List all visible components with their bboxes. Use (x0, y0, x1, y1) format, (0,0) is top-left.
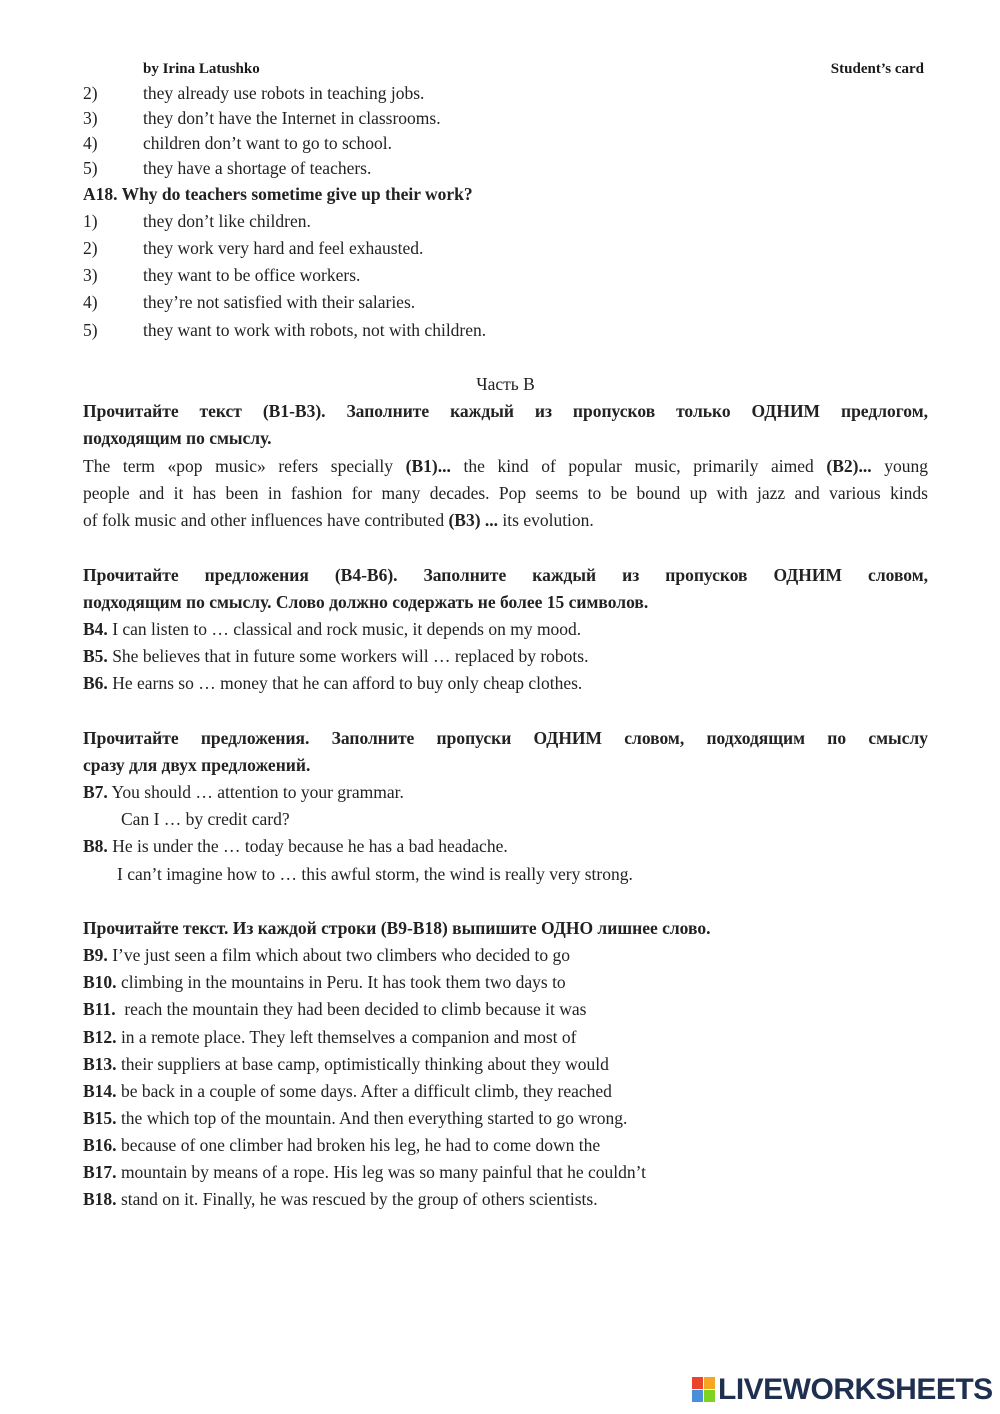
card-label: Student’s card (830, 61, 924, 77)
author-credit: by Irina Latushko (143, 61, 260, 77)
a18-option: 1) they don’t like children. (83, 211, 311, 231)
gap-b3: (B3) ... (448, 510, 499, 530)
task1-text-line: people and it has been in fashion for many decades. Pop seems to be bound up with jazz and various kinds (83, 483, 928, 503)
task3-instruction-cont: сразу для двух предложений. (83, 755, 311, 775)
liveworksheets-logo[interactable] (692, 1374, 993, 1406)
a18-option: 4) they’re not satisfied with their salaries. (83, 292, 416, 312)
gap-b2: (B2)... (826, 456, 872, 476)
gap-b1: (B1)... (405, 456, 451, 476)
task2-item: B4. I can listen to … classical and rock music, it depends on my mood. (83, 619, 582, 639)
task1-instruction: Прочитайте текст (В1-В3). Заполните каждый из пропусков только ОДНИМ предлогом, (83, 401, 928, 421)
a17-option: 5) they have a shortage of teachers. (83, 158, 372, 178)
task4-line: B10. climbing in the mountains in Peru. It has took them two days to (83, 972, 566, 992)
task3-item-b7-second: Can I … by credit card? (121, 809, 290, 829)
task1-text-line: The term «pop music» refers specially (B1)... the kind of popular music, primarily aimed (B2)... young (83, 456, 929, 476)
task2-item: B5. She believes that in future some workers will … replaced by robots. (83, 646, 589, 666)
task2-instruction-cont: подходящим по смыслу. Слово должно содержать не более 15 символов. (83, 592, 649, 612)
liveworksheets-logo-text: LIVEWORKSHEETS (718, 1373, 993, 1406)
task3-instruction: Прочитайте предложения. Заполните пропуски ОДНИМ словом, подходящим по смыслу (83, 728, 928, 748)
a17-option: 3) they don’t have the Internet in classrooms. (83, 108, 441, 128)
task1-text-line: of folk music and other influences have contributed (B3) ... its evolution. (83, 510, 594, 530)
a18-question: A18. Why do teachers sometime give up their work? (83, 184, 473, 204)
task4-line: B18. stand on it. Finally, he was rescued by the group of others scientists. (83, 1189, 598, 1209)
task4-line: B9. I’ve just seen a film which about two climbers who decided to go (83, 945, 570, 965)
task4-line: B14. be back in a couple of some days. After a difficult climb, they reached (83, 1081, 612, 1101)
task4-line: B16. because of one climber had broken his leg, he had to come down the (83, 1135, 601, 1155)
task4-line: B12. in a remote place. They left themselves a companion and most of (83, 1027, 577, 1047)
task3-item-b7: B7. You should … attention to your grammar. (83, 782, 404, 802)
a18-option: 5) they want to work with robots, not with children. (83, 320, 487, 340)
a18-option: 3) they want to be office workers. (83, 265, 361, 285)
liveworksheets-logo-icon (692, 1377, 716, 1403)
task3-item-b8-second: I can’t imagine how to … this awful storm, the wind is really very strong. (117, 864, 633, 884)
task4-line: B15. the which top of the mountain. And then everything started to go wrong. (83, 1108, 628, 1128)
task3-item-b8: B8. He is under the … today because he has a bad headache. (83, 836, 508, 856)
task4-instruction: Прочитайте текст. Из каждой строки (В9-В18) выпишите ОДНО лишнее слово. (83, 918, 711, 938)
task2-instruction: Прочитайте предложения (В4-В6). Заполните каждый из пропусков ОДНИМ словом, (83, 565, 928, 585)
task4-line: B17. mountain by means of a rope. His leg was so many painful that he couldn’t (83, 1162, 646, 1182)
task1-instruction-cont: подходящим по смыслу. (83, 428, 272, 448)
a17-option: 2) they already use robots in teaching jobs. (83, 83, 425, 103)
task2-item: B6. He earns so … money that he can afford to buy only cheap clothes. (83, 673, 583, 693)
task4-line: B11. reach the mountain they had been decided to climb because it was (83, 999, 587, 1019)
a17-option: 4) children don’t want to go to school. (83, 133, 393, 153)
part-b-title: Часть В (476, 374, 535, 394)
task4-line: B13. their suppliers at base camp, optimistically thinking about they would (83, 1054, 609, 1074)
a18-option: 2) they work very hard and feel exhausted. (83, 238, 424, 258)
